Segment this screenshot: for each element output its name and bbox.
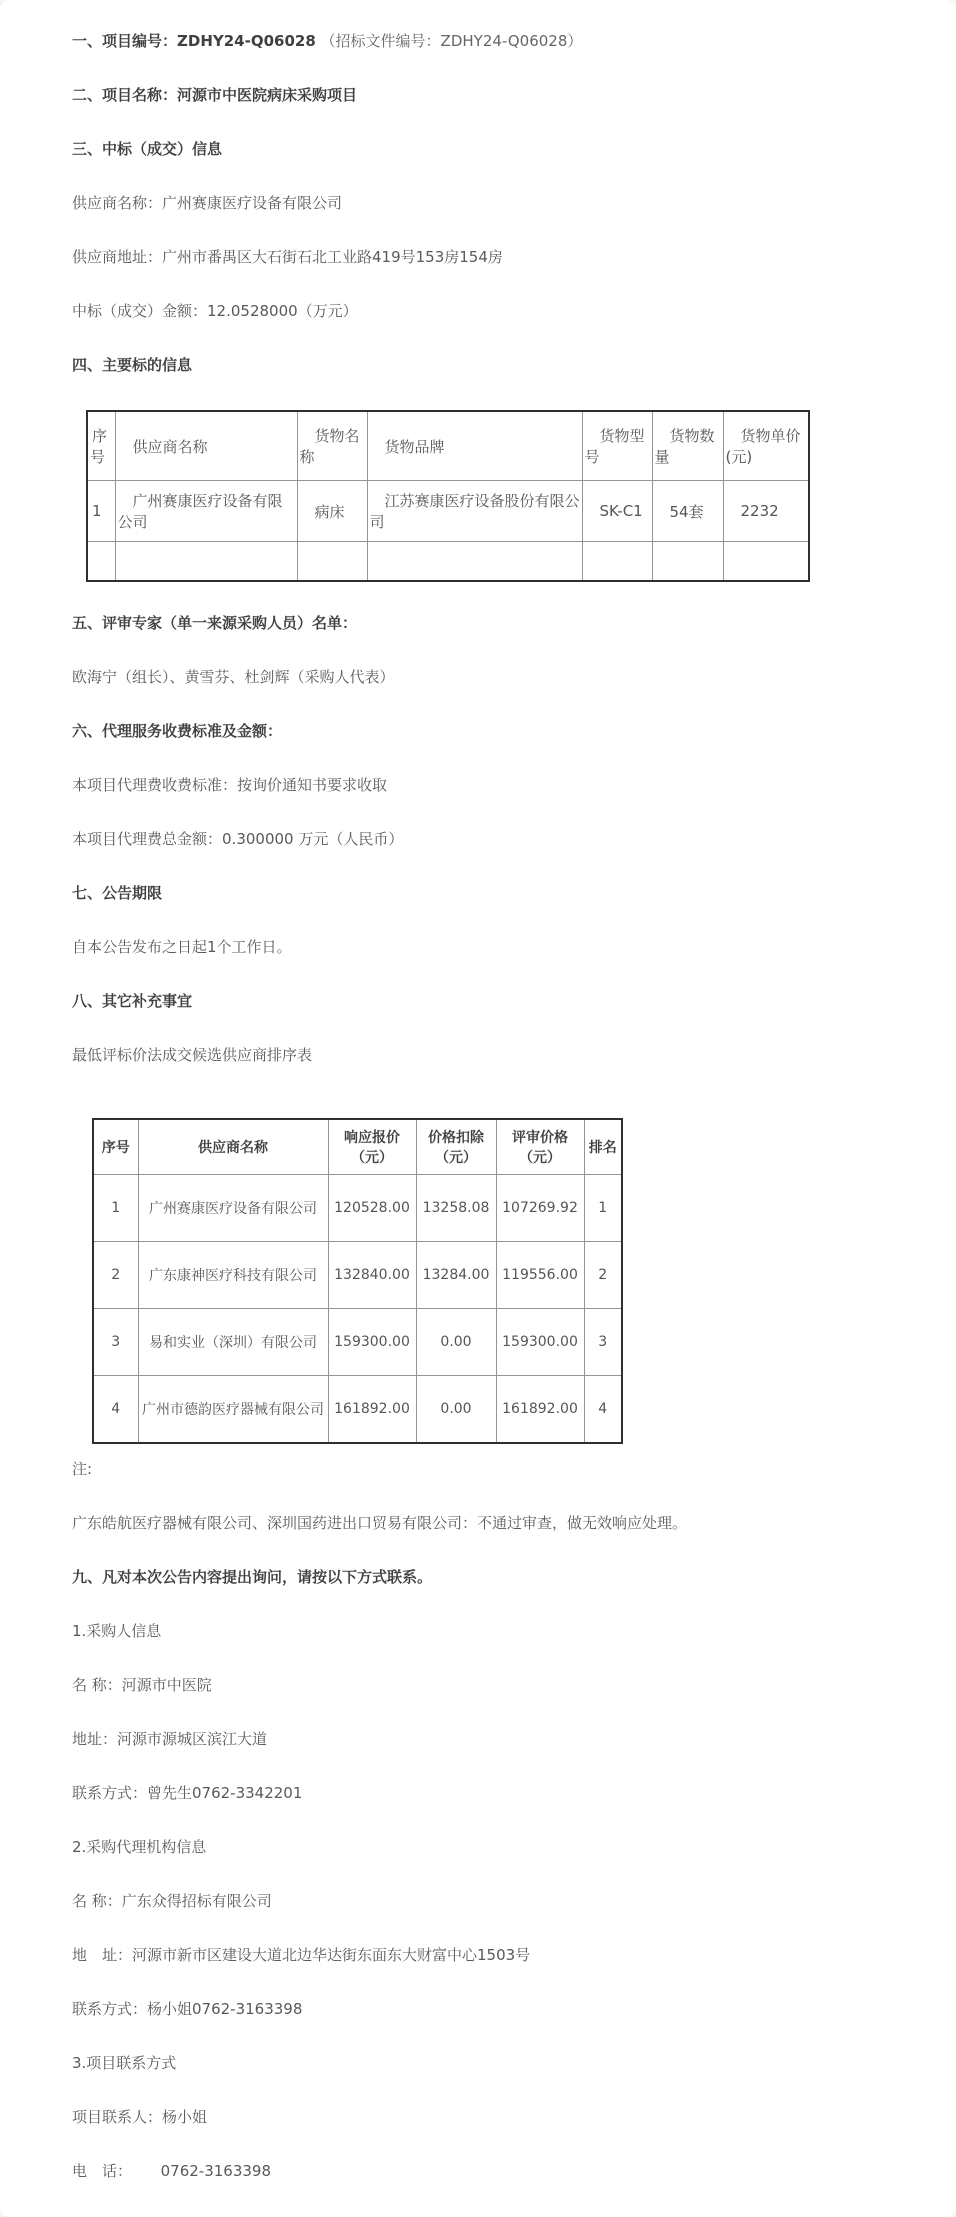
column-header: 货物单价(元)	[723, 411, 809, 481]
table-cell: 1	[584, 1175, 622, 1242]
table-cell	[115, 542, 297, 582]
agency-name-text: 名 称：广东众得招标有限公司	[72, 1892, 272, 1910]
table-cell	[652, 542, 723, 582]
heading-agency-fee: 六、代理服务收费标准及金额：	[72, 722, 283, 740]
agency-fee-total-text: 本项目代理费总金额：0.300000 万元（人民币）	[72, 830, 404, 848]
experts-list-text: 欧海宁（组长）、黄雪芬、杜剑辉（采购人代表）	[72, 668, 395, 686]
purchaser-info-title: 1.采购人信息	[72, 1622, 162, 1640]
project-contact-person-text: 项目联系人：杨小姐	[72, 2108, 208, 2126]
table-cell	[723, 542, 809, 582]
agency-info-title: 2.采购代理机构信息	[72, 1838, 207, 1856]
project-phone-text: 电 话： 0762-3163398	[72, 2162, 271, 2180]
table-cell: 107269.92	[496, 1175, 584, 1242]
table-header-row	[87, 411, 809, 481]
table-cell: 3	[93, 1309, 138, 1376]
ranking-table-title: 最低评标价法成交候选供应商排序表	[72, 1046, 313, 1064]
table-cell: 1	[93, 1175, 138, 1242]
table-header-row	[93, 1119, 622, 1175]
table-cell	[297, 542, 367, 582]
heading-contact: 九、凡对本次公告内容提出询问，请按以下方式联系。	[72, 1568, 433, 1586]
table-cell: 江苏赛康医疗设备股份有限公司	[367, 481, 582, 542]
table-row	[93, 1376, 622, 1444]
table-cell: 2232	[723, 481, 809, 542]
table-cell: 广东康神医疗科技有限公司	[138, 1242, 328, 1309]
table-cell	[582, 542, 652, 582]
notice-period-text: 自本公告发布之日起1个工作日。	[72, 938, 292, 956]
project-contact-title: 3.项目联系方式	[72, 2054, 177, 2072]
heading-project-number	[72, 30, 896, 52]
table-cell: 广州市德韵医疗器械有限公司	[138, 1376, 328, 1444]
table-cell: 13258.08	[416, 1175, 496, 1242]
table-cell: 易和实业（深圳）有限公司	[138, 1309, 328, 1376]
column-header: 评审价格（元）	[496, 1119, 584, 1175]
heading-main-bid-info: 四、主要标的信息	[72, 356, 193, 374]
table-row	[87, 481, 809, 542]
agency-address-text: 地 址：河源市新市区建设大道北边华达街东面东大财富中心1503号	[72, 1946, 531, 1964]
heading-project-name: 二、项目名称：河源市中医院病床采购项目	[72, 86, 358, 104]
table-row	[93, 1175, 622, 1242]
supplier-address-text: 供应商地址：广州市番禺区大石街石北工业路419号153房154房	[72, 248, 503, 266]
table-cell: 0.00	[416, 1376, 496, 1444]
note-text: 广东皓航医疗器械有限公司、深圳国药进出口贸易有限公司：不通过审查，做无效响应处理。	[72, 1514, 688, 1532]
table-cell: 广州赛康医疗设备有限公司	[115, 481, 297, 542]
heading-notice-period: 七、公告期限	[72, 884, 163, 902]
column-header: 序号	[93, 1119, 138, 1175]
table-cell: 161892.00	[496, 1376, 584, 1444]
table-cell: 159300.00	[496, 1309, 584, 1376]
table-cell: 120528.00	[328, 1175, 416, 1242]
heading-experts: 五、评审专家（单一来源采购人员）名单：	[72, 614, 358, 632]
table-cell: 2	[93, 1242, 138, 1309]
table-cell: 119556.00	[496, 1242, 584, 1309]
table-cell: 161892.00	[328, 1376, 416, 1444]
table-cell: 13284.00	[416, 1242, 496, 1309]
table-cell: SK-C1	[582, 481, 652, 542]
table-cell: 4	[584, 1376, 622, 1444]
award-amount-text: 中标（成交）金额：12.0528000（万元）	[72, 302, 358, 320]
table-cell: 病床	[297, 481, 367, 542]
column-header: 价格扣除（元）	[416, 1119, 496, 1175]
table-cell: 4	[93, 1376, 138, 1444]
column-header: 货物品牌	[367, 411, 582, 481]
project-number-text: 一、项目编号：ZDHY24-Q06028	[72, 32, 316, 50]
column-header: 供应商名称	[138, 1119, 328, 1175]
table-cell	[87, 542, 115, 582]
agency-fee-standard-text: 本项目代理费收费标准：按询价通知书要求收取	[72, 776, 388, 794]
table-cell: 0.00	[416, 1309, 496, 1376]
table-cell: 3	[584, 1309, 622, 1376]
table-cell: 1	[87, 481, 115, 542]
heading-award-info: 三、中标（成交）信息	[72, 140, 223, 158]
column-header: 响应报价（元）	[328, 1119, 416, 1175]
table-cell: 54套	[652, 481, 723, 542]
table-cell	[367, 542, 582, 582]
column-header: 货物名称	[297, 411, 367, 481]
supplier-name-text: 供应商名称：广州赛康医疗设备有限公司	[72, 194, 343, 212]
table-row-empty	[87, 542, 809, 582]
main-bid-table	[86, 410, 810, 582]
column-header: 序号	[87, 411, 115, 481]
table-cell: 广州赛康医疗设备有限公司	[138, 1175, 328, 1242]
note-label: 注:	[72, 1460, 93, 1478]
column-header: 货物数量	[652, 411, 723, 481]
column-header: 货物型号	[582, 411, 652, 481]
heading-supplementary: 八、其它补充事宜	[72, 992, 193, 1010]
tender-doc-number-text: （招标文件编号：ZDHY24-Q06028）	[315, 32, 583, 50]
purchaser-address-text: 地址：河源市源城区滨江大道	[72, 1730, 268, 1748]
table-cell: 2	[584, 1242, 622, 1309]
purchaser-name-text: 名 称：河源市中医院	[72, 1676, 212, 1694]
table-cell: 132840.00	[328, 1242, 416, 1309]
purchaser-phone-text: 联系方式：曾先生0762-3342201	[72, 1784, 303, 1802]
table-cell: 159300.00	[328, 1309, 416, 1376]
column-header: 供应商名称	[115, 411, 297, 481]
table-row	[93, 1242, 622, 1309]
table-row	[93, 1309, 622, 1376]
ranking-table	[92, 1118, 623, 1444]
column-header: 排名	[584, 1119, 622, 1175]
agency-phone-text: 联系方式：杨小姐0762-3163398	[72, 2000, 303, 2018]
